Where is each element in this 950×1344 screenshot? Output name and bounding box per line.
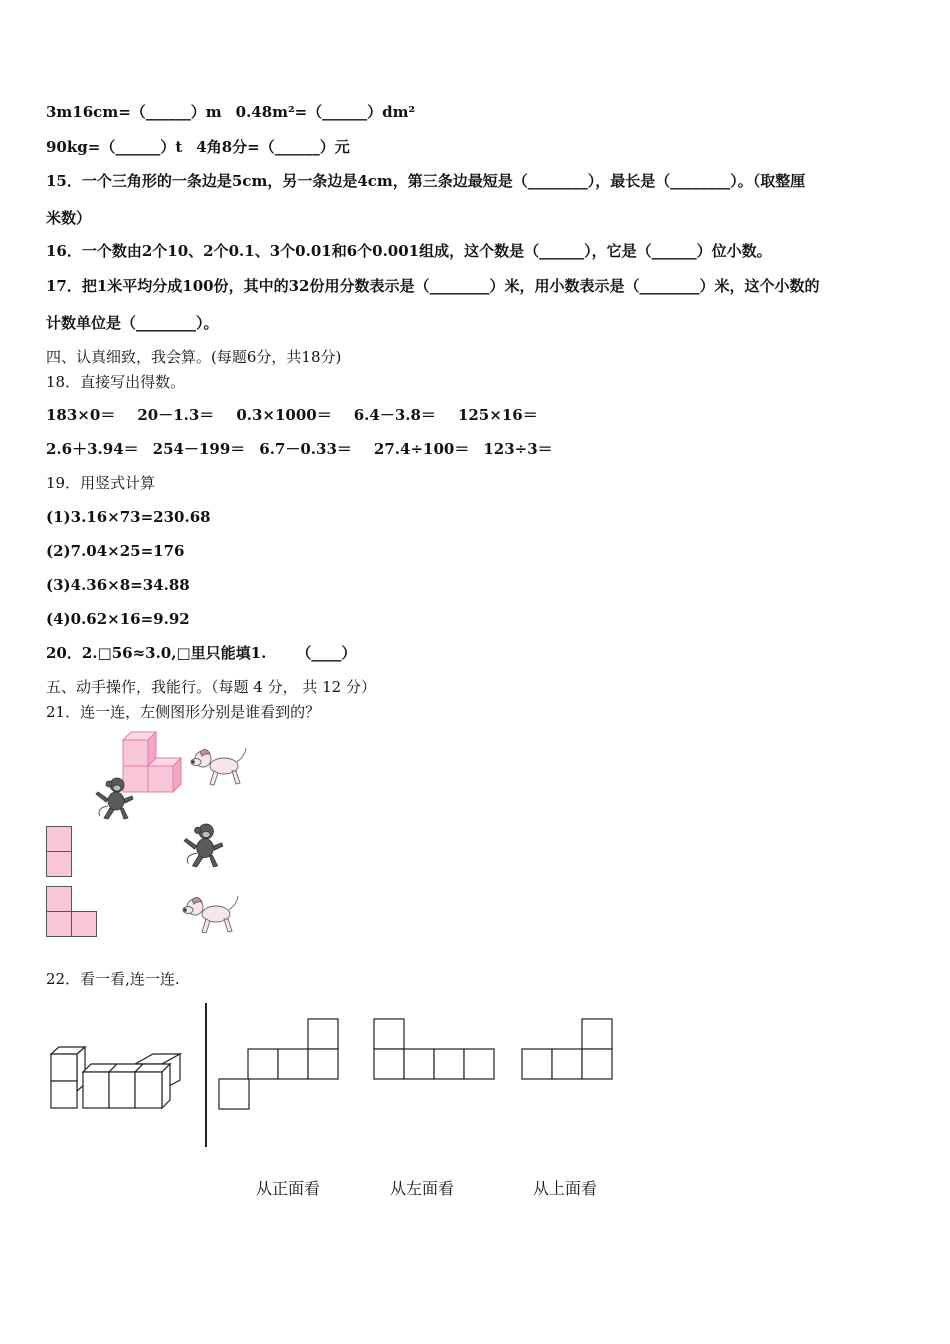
q18-row1 — [46, 405, 538, 425]
q16-text: 16．一个数由2个10、2个0.1、3个0.01和6个0.001组成，这个数是（______），它是（______）位小数。 — [46, 242, 772, 260]
view-two-stacked — [46, 826, 74, 878]
q18-title: 18．直接写出得数。 — [46, 373, 186, 391]
view-label-front: 从正面看 — [256, 1179, 321, 1198]
q19-item: (2)7.04×25=176 — [46, 542, 185, 560]
dog-icon — [182, 892, 240, 938]
calc-item: 2.6＋3.94＝ — [46, 440, 139, 458]
q19-item: (4)0.62×16=9.92 — [46, 610, 190, 628]
calc-item: 6.7－0.33＝ — [259, 440, 352, 458]
divider-line — [205, 1003, 207, 1147]
calc-item: 27.4÷100＝ — [373, 440, 470, 458]
view-label-left: 从左面看 — [390, 1179, 455, 1198]
unit-conversion-3: 90kg=（______）t — [46, 138, 183, 156]
q19-item: (3)4.36×8=34.88 — [46, 576, 190, 594]
monkey-icon — [182, 822, 226, 870]
calc-item: 123÷3＝ — [483, 440, 553, 458]
q20-text: 20．2.□56≈3.0,□里只能填1. — [46, 644, 267, 662]
unit-conversion-2: 0.48m²=（______）dm² — [235, 103, 416, 121]
section4-heading: 四、认真细致，我会算。(每题6分，共18分) — [46, 348, 342, 366]
dog-icon — [190, 744, 248, 790]
section5-heading: 五、动手操作，我能行。（每题 4 分， 共 12 分） — [46, 678, 376, 696]
calc-item: 20－1.3＝ — [137, 406, 215, 424]
view-option-a — [218, 1017, 342, 1111]
q20-line — [46, 643, 356, 663]
cube-solid-figure — [48, 1044, 188, 1112]
q20-blank: （____） — [296, 644, 357, 662]
view-option-c — [521, 1017, 615, 1081]
q17-line1: 17．把1米平均分成100份，其中的32份用分数表示是（________）米，用小数表示是（________）米，这个小数的 — [46, 277, 820, 295]
q14-line1 — [46, 102, 415, 122]
monkey-icon — [94, 776, 136, 822]
view-label-top: 从上面看 — [533, 1179, 598, 1198]
q15-line2: 米数） — [46, 209, 92, 227]
q19-title: 19．用竖式计算 — [46, 474, 156, 492]
q17-line2: 计数单位是（________）。 — [46, 314, 219, 332]
q21-title: 21．连一连，左侧图形分别是谁看到的？ — [46, 703, 321, 721]
q19-item: (1)3.16×73=230.68 — [46, 508, 211, 526]
q22-title: 22．看一看,连一连. — [46, 970, 180, 988]
unit-conversion-4: 4角8分=（______）元 — [196, 138, 350, 156]
unit-conversion-1: 3m16cm=（______）m — [46, 103, 222, 121]
view-l-shape — [46, 886, 100, 938]
calc-item: 254－199＝ — [152, 440, 246, 458]
calc-item: 0.3×1000＝ — [236, 406, 332, 424]
view-option-b — [373, 1017, 497, 1081]
calc-item: 6.4－3.8＝ — [353, 406, 436, 424]
q18-row2 — [46, 439, 553, 459]
q15-line1: 15．一个三角形的一条边是5cm，另一条边是4cm，第三条边最短是（________），最长是（________）。（取整厘 — [46, 172, 806, 190]
calc-item: 125×16＝ — [457, 406, 538, 424]
q14-line2 — [46, 137, 350, 157]
calc-item: 183×0＝ — [46, 406, 116, 424]
